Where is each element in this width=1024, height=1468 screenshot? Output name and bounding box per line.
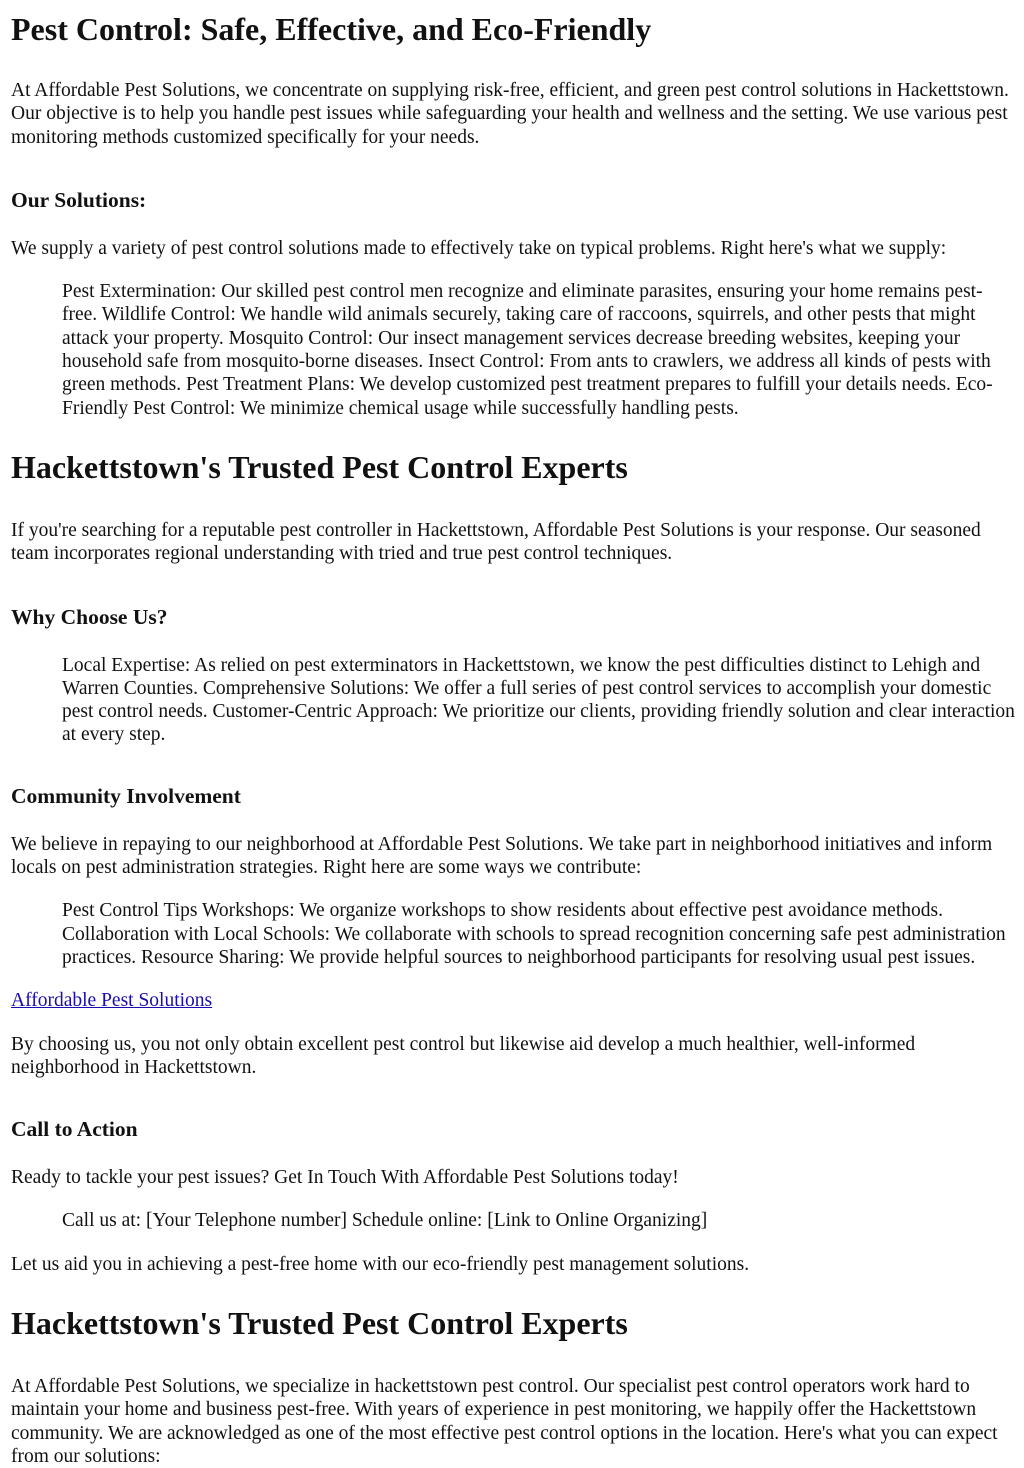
- trusted-intro: If you're searching for a reputable pest controller in Hackettstown, Affordable Pest Solutions is your response. Our seasoned team incorporates regional understanding with tried and true pest control techniques.: [11, 519, 981, 565]
- page-title: Pest Control: Safe, Effective, and Eco-Friendly: [11, 11, 652, 47]
- why-choose-list: Local Expertise: As relied on pest exterminators in Hackettstown, we know the pest difficulties distinct to Lehigh and Warren Counties. Comprehensive Solutions: We offer a full series of pest control services to accomplish your domestic pest control needs. Customer-Centric Approach: We prioritize our clients, providing friendly solution and clear interaction at every step.: [62, 654, 1015, 746]
- article: [11, 0, 1015, 1468]
- solutions-heading: Our Solutions:: [11, 187, 147, 212]
- cta-intro: Ready to tackle your pest issues? Get In Touch With Affordable Pest Solutions today!: [11, 1167, 679, 1189]
- solutions-list: Pest Extermination: Our skilled pest control men recognize and eliminate parasites, ensuring your home remains pest-free. Wildlife Control: We handle wild animals securely, taking care of raccoons, squirrels, and other pests that might attack your property. Mosquito Control: Our insect management services decrease breeding websites, keeping your household safe from mosquito-borne diseases. Insect Control: From ants to crawlers, we address all kinds of pests with green methods. Pest Treatment Plans: We develop customized pest treatment prepares to fulfill your details needs. Eco-Friendly Pest Control: We minimize chemical usage while successfully handling pests.: [62, 281, 993, 419]
- why-choose-heading: Why Choose Us?: [11, 604, 168, 629]
- community-intro: We believe in repaying to our neighborhood at Affordable Pest Solutions. We take part in neighborhood initiatives and inform locals on pest administration strategies. Right here are some ways we contribute:: [11, 833, 993, 879]
- affordable-pest-solutions-link[interactable]: Affordable Pest Solutions: [11, 990, 213, 1012]
- trusted-intro-2: At Affordable Pest Solutions, we specialize in hackettstown pest control. Our specialist pest control operators work hard to maintain your home and business pest-free. With years of experience in pest monitoring, we happily offer the Hackettstown community. We are acknowledged as one of the most effective pest control options in the location. Here's what you can expect from our solutions:: [11, 1376, 998, 1467]
- intro-paragraph: At Affordable Pest Solutions, we concentrate on supplying risk-free, efficient, and green pest control solutions in Hackettstown. Our objective is to help you handle pest issues while safeguarding your health and wellness and the setting. We use various pest monitoring methods customized specifically for your needs.: [11, 80, 1009, 148]
- cta-closing: Let us aid you in achieving a pest-free home with our eco-friendly pest management solutions.: [11, 1253, 750, 1275]
- link-paragraph: [11, 989, 1015, 1012]
- cta-contact: Call us at: [Your Telephone number] Schedule online: [Link to Online Organizing]: [62, 1210, 708, 1232]
- community-closing: By choosing us, you not only obtain excellent pest control but likewise aid develop a much healthier, well-informed neighborhood in Hackettstown.: [11, 1033, 916, 1078]
- solutions-intro: We supply a variety of pest control solutions made to effectively take on typical problems. Right here's what we supply:: [11, 237, 947, 259]
- cta-heading: Call to Action: [11, 1117, 138, 1142]
- community-heading: Community Involvement: [11, 783, 241, 808]
- trusted-heading-2: Hackettstown's Trusted Pest Control Experts: [11, 1305, 628, 1342]
- trusted-heading: Hackettstown's Trusted Pest Control Experts: [11, 448, 628, 485]
- community-list: Pest Control Tips Workshops: We organize workshops to show residents about effective pest avoidance methods. Collaboration with Local Schools: We collaborate with schools to spread recognition concerning safe pest administration practices. Resource Sharing: We provide helpful sources to neighborhood participants for resolving usual pest issues.: [62, 900, 1006, 968]
